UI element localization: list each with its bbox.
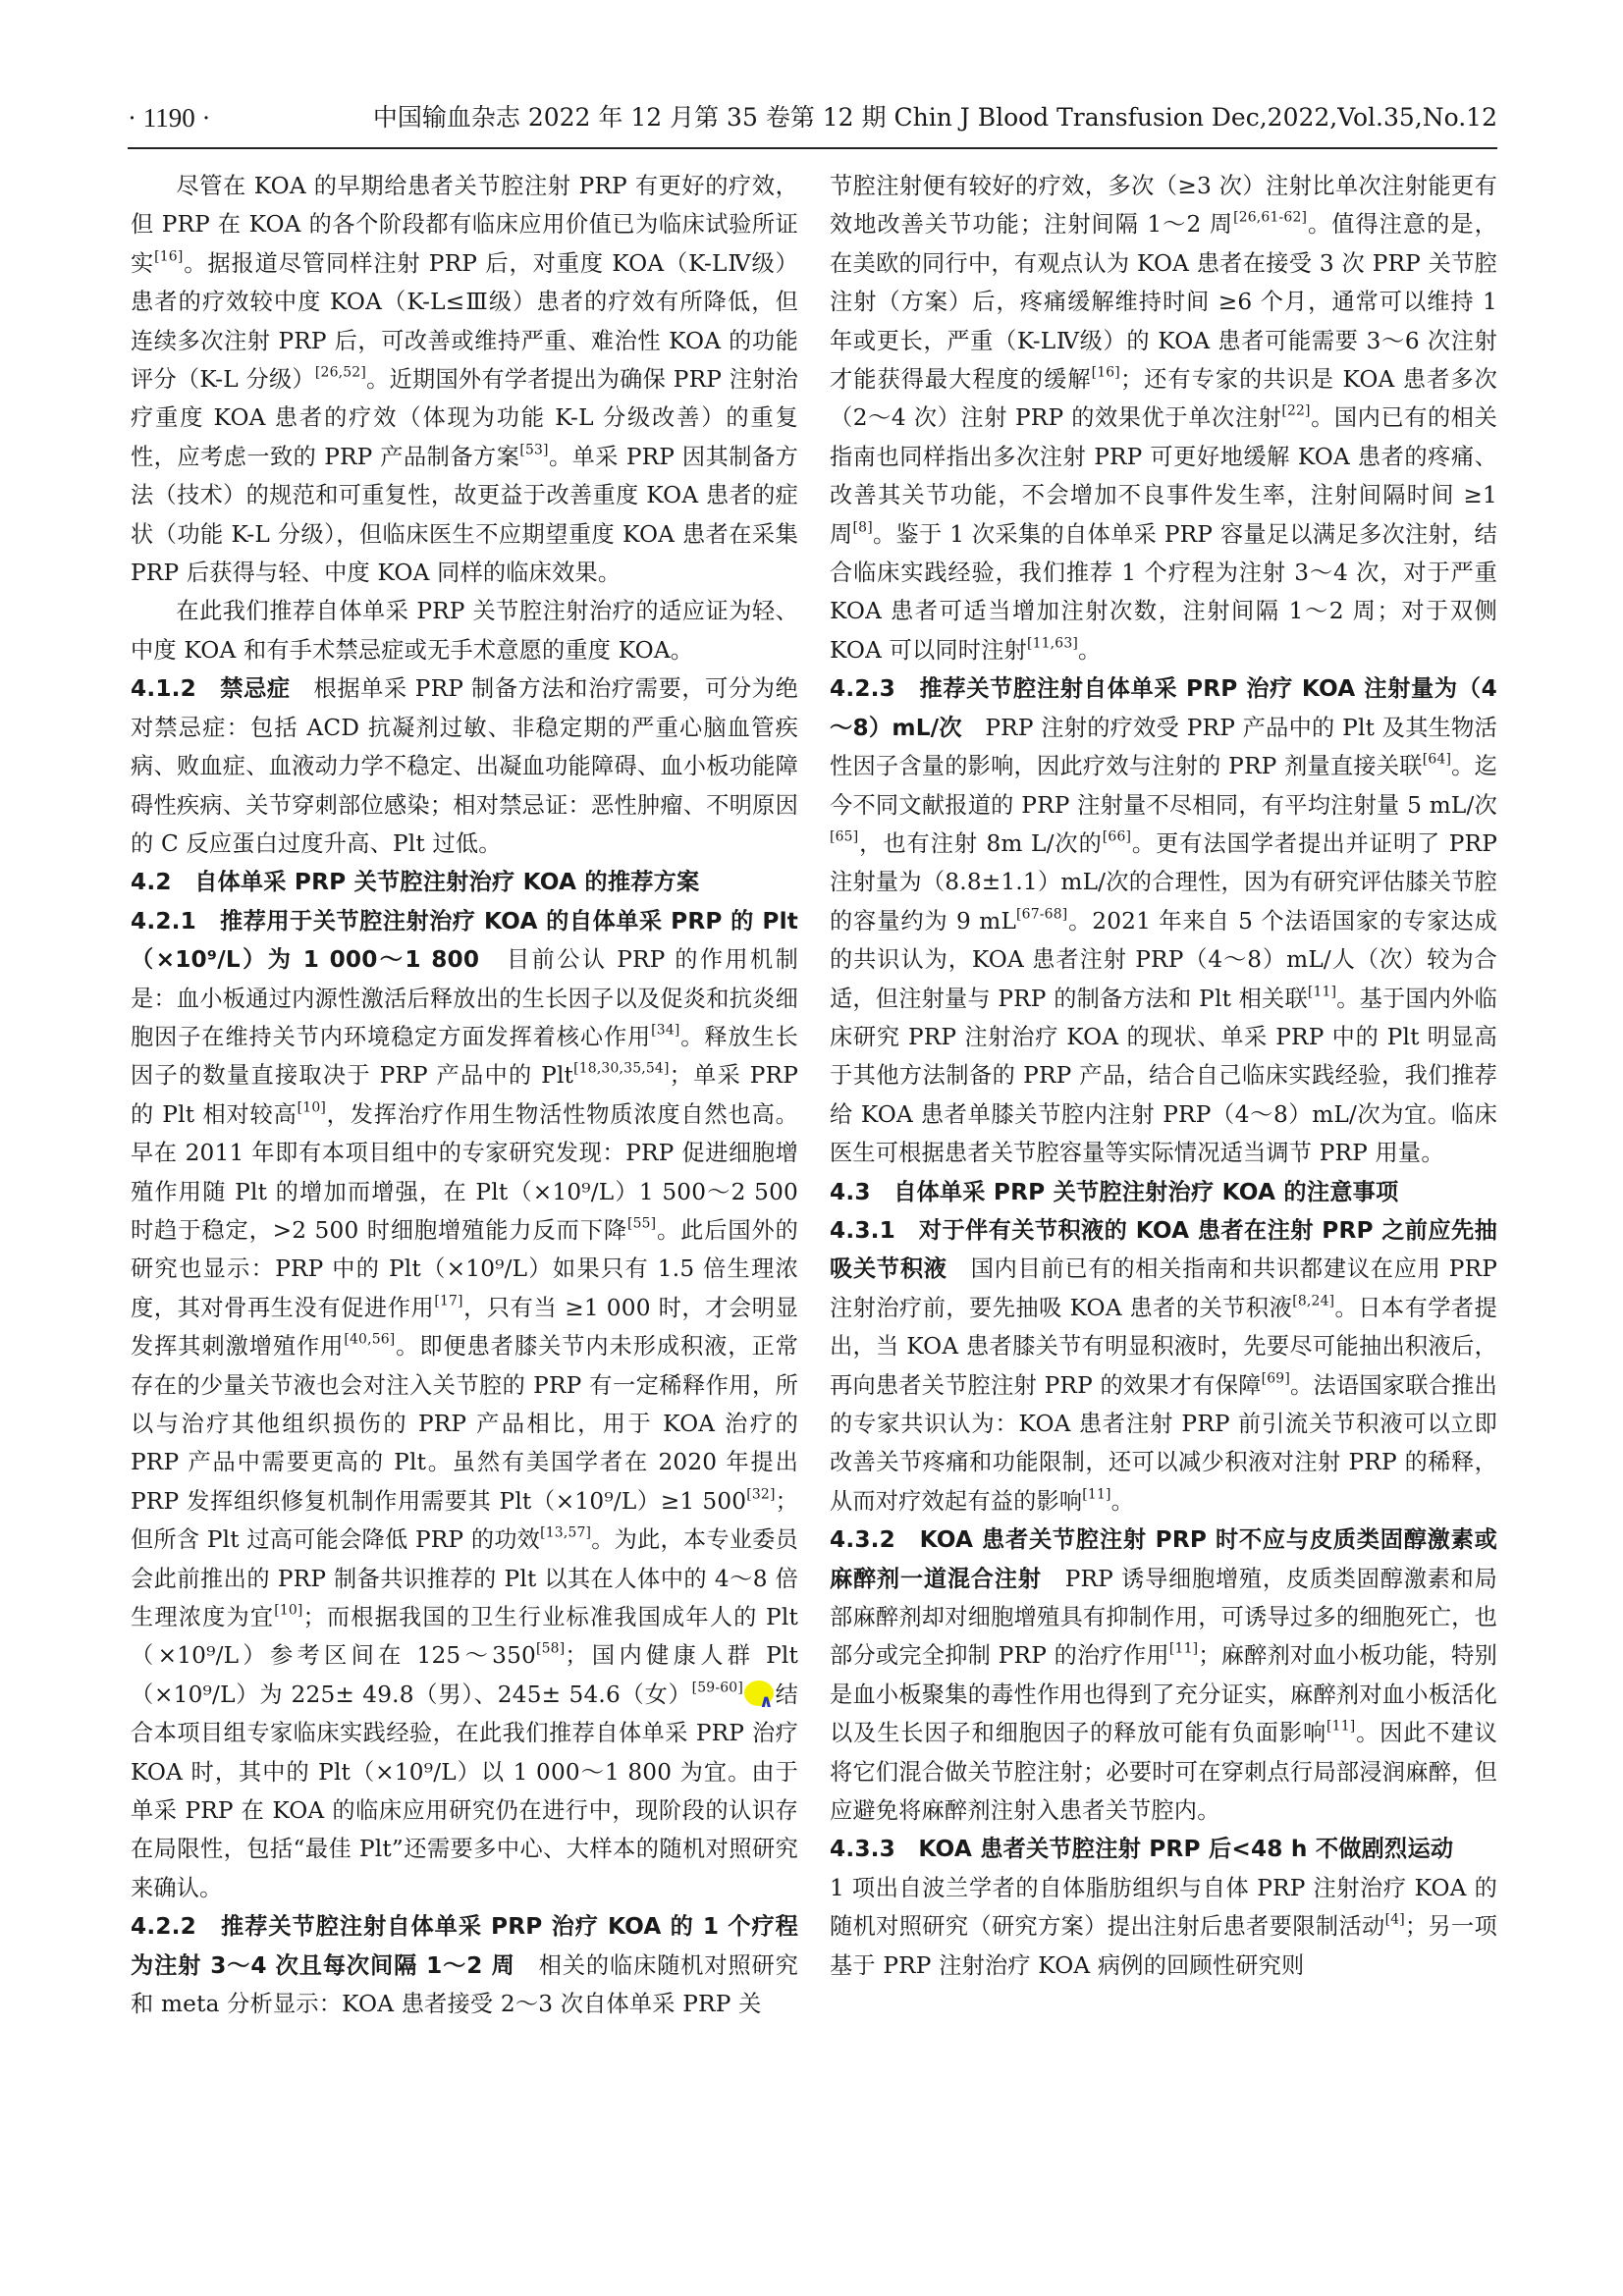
section-number: 4.3.3 [830, 1836, 896, 1863]
paragraph: 1 项出自波兰学者的自体脂肪组织与自体 PRP 注射治疗 KOA 的随机对照研究（研究方案）提出注射后患者要限制活动[4]；另一项基于 PRP 注射治疗 KOA 病例的回顾性研究则 [830, 1874, 1497, 1979]
citation-ref[interactable]: [40,56] [344, 1331, 396, 1348]
right-column [830, 167, 1497, 1985]
section-title: 推荐关节腔注射自体单采 PRP 治疗 KOA 注射量为（4～8）mL/次 [830, 675, 1497, 741]
citation-ref[interactable]: [4] [1384, 1911, 1405, 1928]
section-title: 推荐用于关节腔注射治疗 KOA 的自体单采 PRP 的 Plt（×10⁹/L）为 1 000～1 800 [131, 907, 798, 974]
section-title: KOA 患者关节腔注射 PRP 后<48 h 不做剧烈运动 [918, 1836, 1454, 1863]
section-4-3-1: 4.3.1 对于伴有关节积液的 KOA 患者在注射 PRP 之前应先抽吸关节积液 国内目前已有的相关指南和共识都建议在应用 PRP 注射治疗前，要先抽吸 KOA 患者的关节积液[8,24]。日本有学者提出，当 KOA 患者膝关节有明显积液时，先要尽可能抽出积液后，再向患者关节腔注射 PRP 的效果才有保障[69]。法语国家联合推出的专家共识认为：KOA 患者注射 PRP 前引流关节积液可以立即改善关节疼痛和功能限制，还可以减少积液对注射 PRP 的稀释，从而对疗效起有益的影响[11]。 [830, 1216, 1497, 1515]
citation-ref[interactable]: [59-60] [691, 1680, 743, 1696]
citation-ref[interactable]: [11,63] [1026, 635, 1079, 652]
header-rule [128, 147, 1497, 149]
citation-ref[interactable]: [11] [1326, 1718, 1356, 1735]
citation-ref[interactable]: [26,52] [314, 364, 366, 381]
section-number: 4.2.1 [131, 907, 197, 934]
section-4-1-2: 4.1.2 禁忌症 根据单采 PRP 制备方法和治疗需要，可分为绝对禁忌症：包括 ACD 抗凝剂过敏、非稳定期的严重心脑血管疾病、败血症、血液动力学不稳定、出凝血功能障碍、血小板功能障碍性疾病、关节穿刺部位感染；相对禁忌证：恶性肿瘤、不明原因的 C 反应蛋白过度升高、Plt 过低。 [131, 675, 798, 857]
journal-citation: 中国输血杂志 2022 年 12 月第 35 卷第 12 期 Chin J Blood Transfusion Dec,2022,Vol.35,No.12 [372, 103, 1497, 132]
section-number: 4.2 [131, 869, 172, 896]
citation-ref[interactable]: [22] [1281, 403, 1311, 419]
citation-ref[interactable]: [55] [626, 1215, 657, 1232]
section-number: 4.1.2 [131, 675, 197, 703]
section-4-3-3 [830, 1830, 1497, 1868]
paragraph: 尽管在 KOA 的早期给患者关节腔注射 PRP 有更好的疗效，但 PRP 在 KOA 的各个阶段都有临床应用价值已为临床试验所证实[16]。据报道尽管同样注射 PRP 后，对重度 KOA（K-LⅣ级）患者的疗效较中度 KOA（K-L≤Ⅲ级）患者的疗效有所降低，但连续多次注射 PRP 后，可改善或维持严重、难治性 KOA 的功能评分（K-L 分级）[26,52]。近期国外有学者提出为确保 PRP 注射治疗重度 KOA 患者的疗效（体现为功能 K-L 分级改善）的重复性，应考虑一致的 PRP 产品制备方案[53]。单采 PRP 因其制备方法（技术）的规范和可重复性，故更益于改善重度 KOA 患者的症状（功能 K-L 分级），但临床医生不应期望重度 KOA 患者在采集 PRP 后获得与轻、中度 KOA 同样的临床效果。 [131, 173, 798, 587]
citation-ref[interactable]: [17] [434, 1293, 463, 1309]
section-number: 4.2.3 [830, 675, 896, 703]
section-title: 自体单采 PRP 关节腔注射治疗 KOA 的推荐方案 [194, 869, 700, 896]
citation-ref[interactable]: [18,30,35,54] [573, 1060, 670, 1077]
section-4-2 [131, 863, 798, 901]
section-title: KOA 患者关节腔注射 PRP 时不应与皮质类固醇激素或麻醉剂一道混合注射 [830, 1526, 1498, 1592]
section-number: 4.3.2 [830, 1526, 896, 1554]
citation-ref[interactable]: [26,61-62] [1233, 209, 1308, 226]
section-4-2-1: 4.2.1 推荐用于关节腔注射治疗 KOA 的自体单采 PRP 的 Plt（×10⁹/L）为 1 000～1 800 目前公认 PRP 的作用机制是：血小板通过内源性激活后释放出的生长因子以及促炎和抗炎细胞因子在维持关节内环境稳定方面发挥着核心作用[34]。释放生长因子的数量直接取决于 PRP 产品中的 Plt[18,30,35,54]；单采 PRP 的 Plt 相对较高[10]，发挥治疗作用生物活性物质浓度自然也高。早在 2011 年即有本项目组中的专家研究发现：PRP 促进细胞增殖作用随 Plt 的增加而增强，在 Plt（×10⁹/L）1 500～2 500 时趋于稳定，>2 500 时细胞增殖能力反而下降[55]。此后国外的研究也显示：PRP 中的 Plt（×10⁹/L）如果只有 1.5 倍生理浓度，其对骨再生没有促进作用[17]，只有当 ≥1 000 时，才会明显发挥其刺激增殖作用[40,56]。即便患者膝关节内未形成积液，正常存在的少量关节液也会对注入关节腔的 PRP 有一定稀释作用，所以与治疗其他组织损伤的 PRP 产品相比，用于 KOA 治疗的 PRP 产品中需要更高的 Plt。虽然有美国学者在 2020 年提出 PRP 发挥组织修复机制作用需要其 Plt（×10⁹/L）≥1 500[32]；但所含 Plt 过高可能会降低 PRP 的功效[13,57]。为此，本专业委员会此前推出的 PRP 制备共识推荐的 Plt 以其在人体中的 4～8 倍生理浓度为宜[10]；而根据我国的卫生行业标准我国成年人的 Plt（×10⁹/L）参考区间在 125～350[58]；国内健康人群 Plt（×10⁹/L）为 225± 49.8（男）、245± 54.6（女）[59-60] ∧ 结合本项目组专家临床实践经验，在此我们推荐自体单采 PRP 治疗 KOA 时，其中的 Plt（×10⁹/L）以 1 000～1 800 为宜。由于单采 PRP 在 KOA 的临床应用研究仍在进行中，现阶段的认识存在局限性，包括“最佳 Plt”还需要多中心、大样本的随机对照研究来确认。 [131, 907, 799, 1901]
citation-ref[interactable]: [58] [536, 1641, 566, 1657]
section-4-3 [830, 1173, 1497, 1211]
citation-ref[interactable]: [8] [852, 519, 873, 536]
citation-ref[interactable]: [53] [519, 442, 549, 458]
citation-ref[interactable]: [66] [1102, 828, 1132, 845]
section-title: 自体单采 PRP 关节腔注射治疗 KOA 的注意事项 [893, 1178, 1399, 1205]
section-4-3-2: 4.3.2 KOA 患者关节腔注射 PRP 时不应与皮质类固醇激素或麻醉剂一道混合注射 PRP 诱导细胞增殖，皮质类固醇激素和局部麻醉剂却对细胞增殖具有抑制作用，可诱导过多的细胞死亡，也部分或完全抑制 PRP 的治疗作用[11]；麻醉剂对血小板功能，特别是血小板聚集的毒性作用也得到了充分证实，麻醉剂对血小板活化以及生长因子和细胞因子的释放可能有负面影响[11]。因此不建议将它们混合做关节腔注射；必要时可在穿刺点行局部浸润麻醉，但应避免将麻醉剂注射入患者关节腔内。 [830, 1526, 1498, 1825]
section-title: 推荐关节腔注射自体单采 PRP 治疗 KOA 的 1 个疗程为注射 3～4 次且每次间隔 1～2 周 [131, 1913, 799, 1979]
citation-ref[interactable]: [11] [1082, 1486, 1111, 1503]
highlight-annotation-icon[interactable]: ∧ [744, 1681, 774, 1706]
citation-ref[interactable]: [11] [1307, 984, 1337, 1000]
citation-ref[interactable]: [65] [830, 828, 859, 845]
paragraph: 节腔注射便有较好的疗效，多次（≥3 次）注射比单次注射能更有效地改善关节功能；注射间隔 1～2 周[26,61-62]。值得注意的是，在美欧的同行中，有观点认为 KOA 患者在接受 3 次 PRP 关节腔注射（方案）后，疼痛缓解维持时间 ≥6 个月，通常可以维持 1 年或更长，严重（K-LⅣ级）的 KOA 患者可能需要 3～6 次注射才能获得最大程度的缓解[16]；还有专家的共识是 KOA 患者多次（2～4 次）注射 PRP 的效果优于单次注射[22]。国内已有的相关指南也同样指出多次注射 PRP 可更好地缓解 KOA 患者的疼痛、改善其关节功能，不会增加不良事件发生率，注射间隔时间 ≥1 周[8]。鉴于 1 次采集的自体单采 PRP 容量足以满足多次注射，结合临床实践经验，我们推荐 1 个疗程为注射 3～4 次，对于严重 KOA 患者可适当增加注射次数，注射间隔 1～2 周；对于双侧 KOA 可以同时注射[11,63]。 [830, 173, 1498, 664]
citation-ref[interactable]: [64] [1422, 751, 1452, 768]
section-number: 4.3 [830, 1178, 871, 1205]
citation-ref[interactable]: [69] [1261, 1370, 1290, 1387]
citation-ref[interactable]: [34] [651, 1022, 680, 1039]
section-number: 4.3.1 [830, 1216, 896, 1244]
running-header [128, 98, 1497, 137]
section-number: 4.2.2 [131, 1913, 197, 1941]
citation-ref[interactable]: [8,24] [1292, 1293, 1335, 1309]
citation-ref[interactable]: [10] [274, 1602, 303, 1619]
citation-ref[interactable]: [16] [154, 248, 184, 265]
citation-ref[interactable]: [16] [1091, 364, 1120, 381]
citation-ref[interactable]: [11] [1168, 1641, 1199, 1657]
paragraph: 在此我们推荐自体单采 PRP 关节腔注射治疗的适应证为轻、中度 KOA 和有手术禁忌症或无手术意愿的重度 KOA。 [131, 598, 798, 664]
section-4-2-2: 4.2.2 推荐关节腔注射自体单采 PRP 治疗 KOA 的 1 个疗程为注射 3～4 次且每次间隔 1～2 周 相关的临床随机对照研究和 meta 分析显示：KOA 患者接受 2～3 次自体单采 PRP 关 [131, 1913, 799, 2018]
citation-ref[interactable]: [10] [297, 1099, 327, 1116]
citation-ref[interactable]: [13,57] [540, 1524, 592, 1541]
citation-ref[interactable]: [67-68] [1016, 906, 1068, 923]
left-column [131, 167, 798, 2024]
page-number: · 1190 · [128, 103, 211, 133]
section-title: 对于伴有关节积液的 KOA 患者在注射 PRP 之前应先抽吸关节积液 [830, 1216, 1497, 1283]
section-title: 禁忌症 [220, 675, 291, 703]
citation-ref[interactable]: [32] [746, 1486, 776, 1503]
section-4-2-3: 4.2.3 推荐关节腔注射自体单采 PRP 治疗 KOA 注射量为（4～8）mL/次 PRP 注射的疗效受 PRP 产品中的 Plt 及其生物活性因子含量的影响，因此疗效与注射的 PRP 剂量直接关联[64]。迄今不同文献报道的 PRP 注射量不尽相同，有平均注射量 5 mL/次[65]，也有注射 8m L/次的[66]。更有法国学者提出并证明了 PRP 注射量为（8.8±1.1）mL/次的合理性，因为有研究评估膝关节腔的容量约为 9 mL[67-68]。2021 年来自 5 个法语国家的专家达成的共识认为，KOA 患者注射 PRP（4～8）mL/人（次）较为合适，但注射量与 PRP 的制备方法和 Plt 相关联[11]。基于国内外临床研究 PRP 注射治疗 KOA 的现状、单采 PRP 中的 Plt 明显高于其他方法制备的 PRP 产品，结合自己临床实践经验，我们推荐给 KOA 患者单膝关节腔内注射 PRP（4～8）mL/次为宜。临床医生可根据患者关节腔容量等实际情况适当调节 PRP 用量。 [830, 675, 1497, 1167]
